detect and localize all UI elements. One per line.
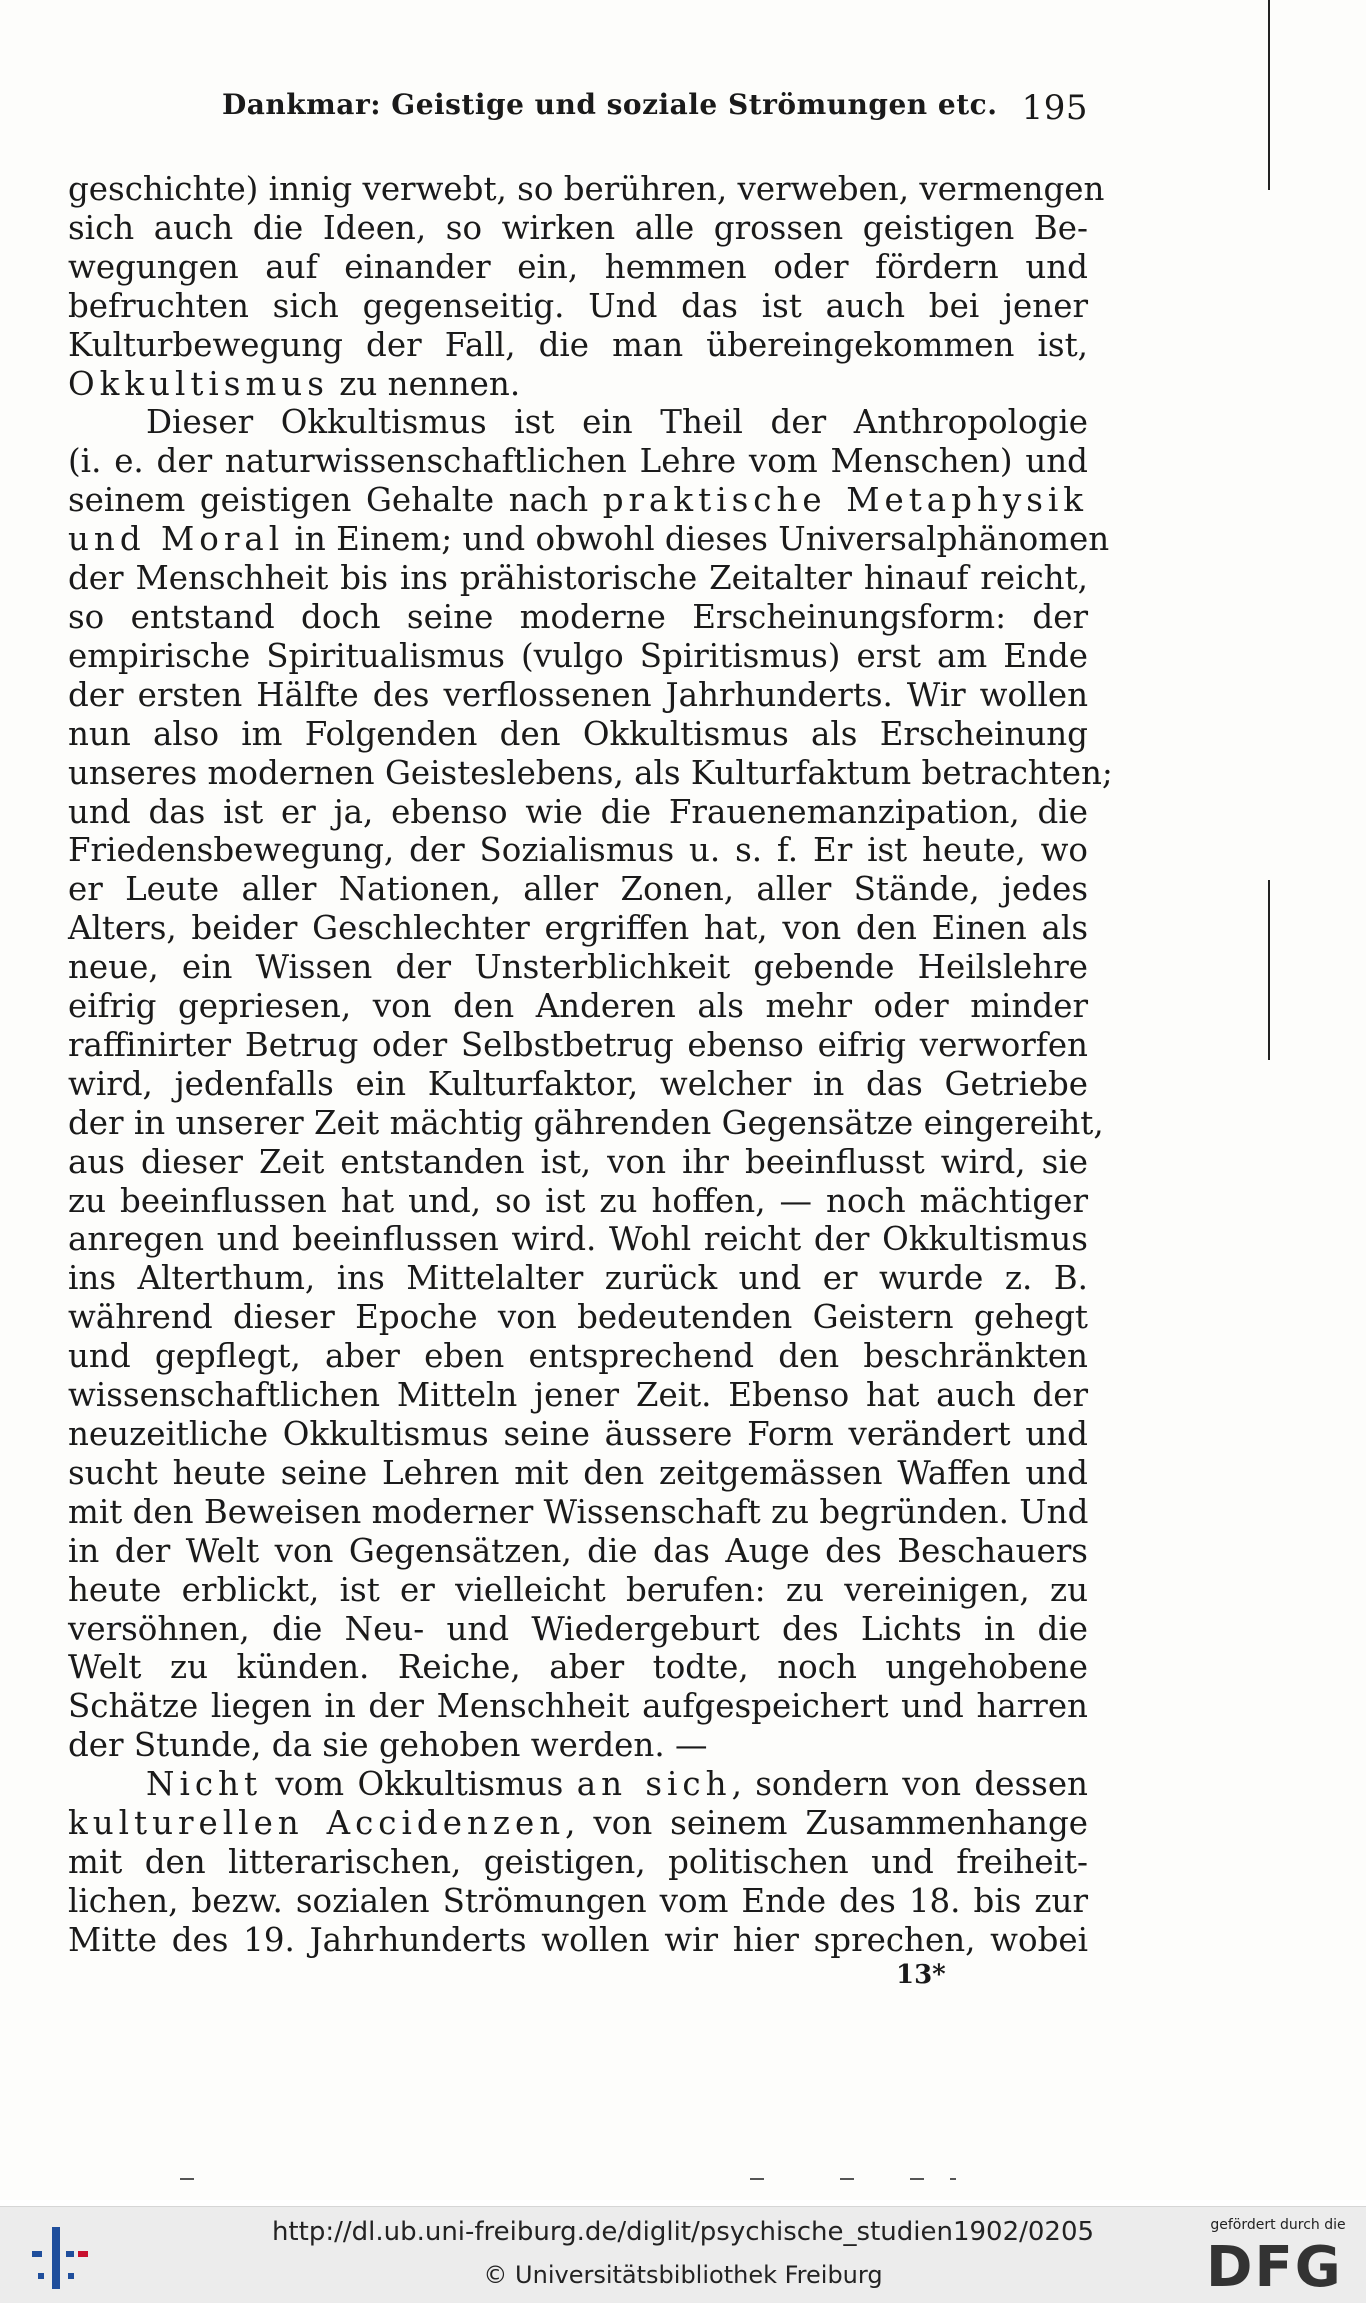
text-line: der Stunde, da sie gehoben werden. —: [68, 1726, 708, 1765]
text-line: der in unserer Zeit mächtig gährenden Gegensätze eingereiht,: [68, 1103, 1104, 1142]
text-line: er Leute aller Nationen, aller Zonen, aller Stände, jedes: [68, 870, 1088, 909]
running-title: Dankmar: Geistige und soziale Strömungen etc.: [222, 88, 998, 121]
text-line: und das ist er ja, ebenso wie die Frauenemanzipation, die: [68, 792, 1088, 831]
text-line: mit den litterarischen, geistigen, politischen und freiheit-: [68, 1842, 1088, 1881]
text-line: [68, 520, 1110, 559]
text-line: [68, 1765, 1088, 1804]
text-fragment: vom Okkultismus: [262, 1765, 577, 1804]
text-line: unseres modernen Geisteslebens, als Kulturfaktum betrachten;: [68, 753, 1113, 792]
dfg-logo-icon: [1198, 2217, 1358, 2300]
spaced-emphasis: praktische Metaphysik: [602, 481, 1089, 520]
text-line: neuzeitliche Okkultismus seine äussere Form verändert und: [68, 1415, 1088, 1453]
dfg-caption: gefördert durch die: [1210, 2217, 1346, 2233]
text-line: aus dieser Zeit entstanden ist, von ihr beeinflusst wird, sie: [68, 1142, 1088, 1181]
text-line: und gepflegt, aber eben entsprechend den beschränkten: [68, 1337, 1088, 1376]
text-line: nun also im Folgenden den Okkultismus als Erscheinung: [68, 714, 1088, 753]
text-line: der ersten Hälfte des verflossenen Jahrhunderts. Wir wollen: [68, 675, 1088, 714]
text-line: [68, 365, 1088, 404]
text-line: wird, jedenfalls ein Kulturfaktor, welcher in das Getriebe: [68, 1064, 1088, 1103]
text-line: lichen, bezw. sozialen Strömungen vom Ende des 18. bis zur: [68, 1881, 1088, 1920]
text-line: wissenschaftlichen Mitteln jener Zeit. Ebenso hat auch der: [68, 1376, 1088, 1415]
text-line: mit den Beweisen moderner Wissenschaft zu begründen. Und: [68, 1492, 1089, 1531]
text-line: [68, 1804, 1088, 1843]
text-line: versöhnen, die Neu- und Wiedergeburt des Lichts in die: [68, 1609, 1088, 1648]
signature-mark: 13*: [896, 1960, 946, 1990]
footer-bar: [0, 2206, 1366, 2303]
text-line: sucht heute seine Lehren mit den zeitgemässen Waffen und: [68, 1453, 1088, 1492]
text-fragment: seinem geistigen Gehalte nach: [68, 481, 603, 520]
text-fragment: , sondern von dessen: [731, 1765, 1088, 1804]
text-fragment: in Einem; und obwohl dieses Universalphänomen: [284, 520, 1110, 559]
spaced-emphasis: Nicht: [146, 1765, 263, 1804]
copyright-notice: © Universitätsbibliothek Freiburg: [483, 2261, 883, 2289]
text-line: Kulturbewegung der Fall, die man übereingekommen ist,: [68, 325, 1088, 364]
text-line: Dieser Okkultismus ist ein Theil der Anthropologie: [146, 403, 1088, 442]
document-url[interactable]: http://dl.ub.uni-freiburg.de/diglit/psychische_studien1902/0205: [271, 2217, 1095, 2247]
text-line: heute erblickt, ist er vielleicht berufen: zu vereinigen, zu: [68, 1570, 1088, 1609]
body-text: [68, 170, 1113, 1960]
text-line: sich auch die Ideen, so wirken alle grossen geistigen Be-: [68, 208, 1088, 247]
text-line: während dieser Epoche von bedeutenden Geistern gehegt: [68, 1298, 1088, 1337]
text-line: ins Alterthum, ins Mittelalter zurück und er wurde z. B.: [68, 1259, 1088, 1298]
text-line: zu beeinflussen hat und, so ist zu hoffen, — noch mächtiger: [68, 1181, 1088, 1220]
text-line: befruchten sich gegenseitig. Und das ist auch bei jener: [68, 286, 1088, 325]
text-line: Welt zu künden. Reiche, aber todte, noch ungehobene: [68, 1648, 1088, 1687]
spaced-emphasis: kulturellen Accidenzen: [68, 1804, 566, 1843]
text-line: Alters, beider Geschlechter ergriffen hat, von den Einen als: [68, 909, 1088, 948]
text-line: empirische Spiritualismus (vulgo Spiritismus) erst am Ende: [68, 636, 1088, 675]
spaced-emphasis: Okkultismus: [68, 364, 329, 403]
text-line: anregen und beeinflussen wird. Wohl reicht der Okkultismus: [68, 1220, 1088, 1259]
text-line: geschichte) innig verwebt, so berühren, verweben, vermengen: [68, 170, 1105, 208]
text-line: der Menschheit bis ins prähistorische Zeitalter hinauf reicht,: [68, 559, 1088, 598]
text-line: in der Welt von Gegensätzen, die das Auge des Beschauers: [68, 1531, 1088, 1570]
dfg-logo-text: DFG: [1206, 2235, 1343, 2300]
text-fragment: zu nennen.: [328, 364, 521, 403]
text-line: Friedensbewegung, der Sozialismus u. s. f. Er ist heute, wo: [68, 831, 1088, 870]
text-line: eifrig gepriesen, von den Anderen als mehr oder minder: [68, 987, 1088, 1026]
text-line: Schätze liegen in der Menschheit aufgespeichert und harren: [68, 1687, 1088, 1726]
text-line: Mitte des 19. Jahrhunderts wollen wir hier sprechen, wobei: [68, 1920, 1088, 1959]
text-line: neue, ein Wissen der Unsterblichkeit gebende Heilslehre: [68, 948, 1088, 987]
spaced-emphasis: an sich: [576, 1765, 732, 1804]
text-fragment: , von seinem Zusammenhange: [565, 1804, 1088, 1843]
page-edge-line: [1268, 880, 1270, 1060]
text-line: so entstand doch seine moderne Erscheinungsform: der: [68, 597, 1088, 636]
scan-marks: [180, 2178, 980, 2182]
text-line: [68, 481, 1088, 520]
text-line: raffinirter Betrug oder Selbstbetrug ebenso eifrig verworfen: [68, 1025, 1088, 1064]
page-edge-line: [1268, 0, 1270, 190]
page-number: 195: [1021, 88, 1088, 128]
spaced-emphasis: und Moral: [68, 520, 285, 559]
text-line: wegungen auf einander ein, hemmen oder fördern und: [68, 247, 1088, 286]
text-line: (i. e. der naturwissenschaftlichen Lehre vom Menschen) und: [68, 442, 1088, 481]
